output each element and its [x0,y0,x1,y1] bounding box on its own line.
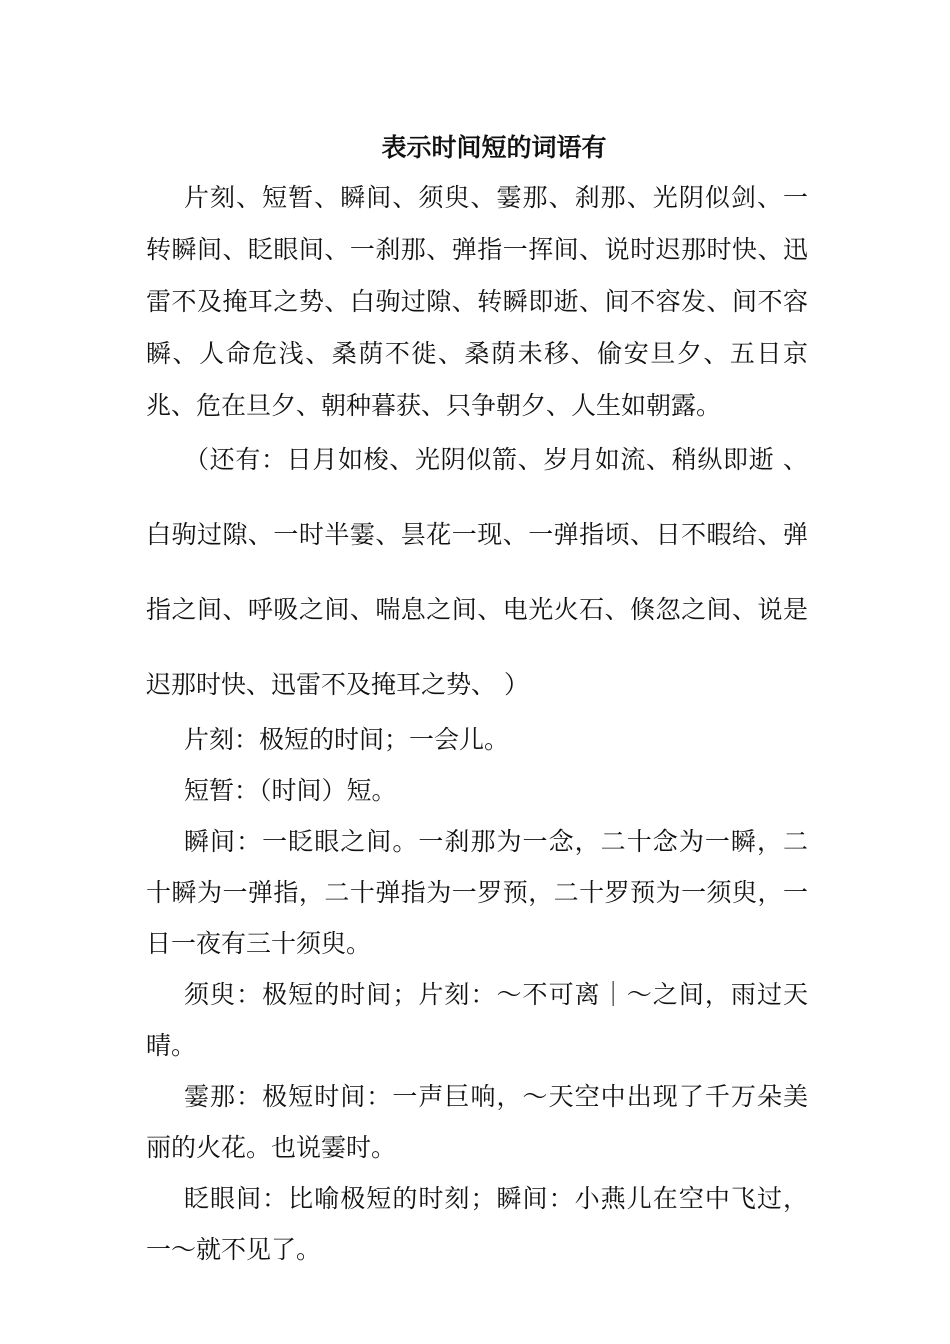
paragraph-word-list: 片刻、短暂、瞬间、须臾、霎那、刹那、光阴似剑、一转瞬间、眨眼间、一刹那、弹指一挥间、说时迟那时快、迅雷不及掩耳之势、白驹过隙、转瞬即逝、间不容发、间不容瞬、人命危浅、桑荫不徙、桑荫未移、偷安旦夕、五日京兆、危在旦夕、朝种暮获、只争朝夕、人生如朝露。 [146,183,808,420]
definitions-section [146,714,808,1275]
definition-shunjian: 瞬间：一眨眼之间。一刹那为一念，二十念为一瞬，二十瞬为一弹指，二十弹指为一罗预，二十罗预为一须臾，一日一夜有三十须臾。 [146,827,808,958]
document-title: 表示时间短的词语有 [381,133,607,162]
document-page [146,128,808,1275]
definition-shana: 霎那：极短时间：一声巨响，～天空中出现了千万朵美丽的火花。也说霎时。 [146,1082,808,1162]
paragraph-additional-words: （还有：日月如梭、光阴似箭、岁月如流、稍纵即逝 、白驹过隙、一时半霎、昙花一现、一弹指顷、日不暇给、弹指之间、呼吸之间、喘息之间、电光火石、倏忽之间、说是迟那时快、迅雷不及掩耳之势、 ） [146,445,808,699]
definition-zhayanjian: 眨眼间：比喻极短的时刻；瞬间：小燕儿在空中飞过，一～就不见了。 [146,1184,808,1264]
definition-pianke: 片刻：极短的时间；一会儿。 [184,725,510,754]
definition-duanzan: 短暂：（时间）短。 [184,776,397,805]
definition-xuyu: 须臾：极短的时间；片刻：～不可离｜～之间，雨过天晴。 [146,980,808,1060]
